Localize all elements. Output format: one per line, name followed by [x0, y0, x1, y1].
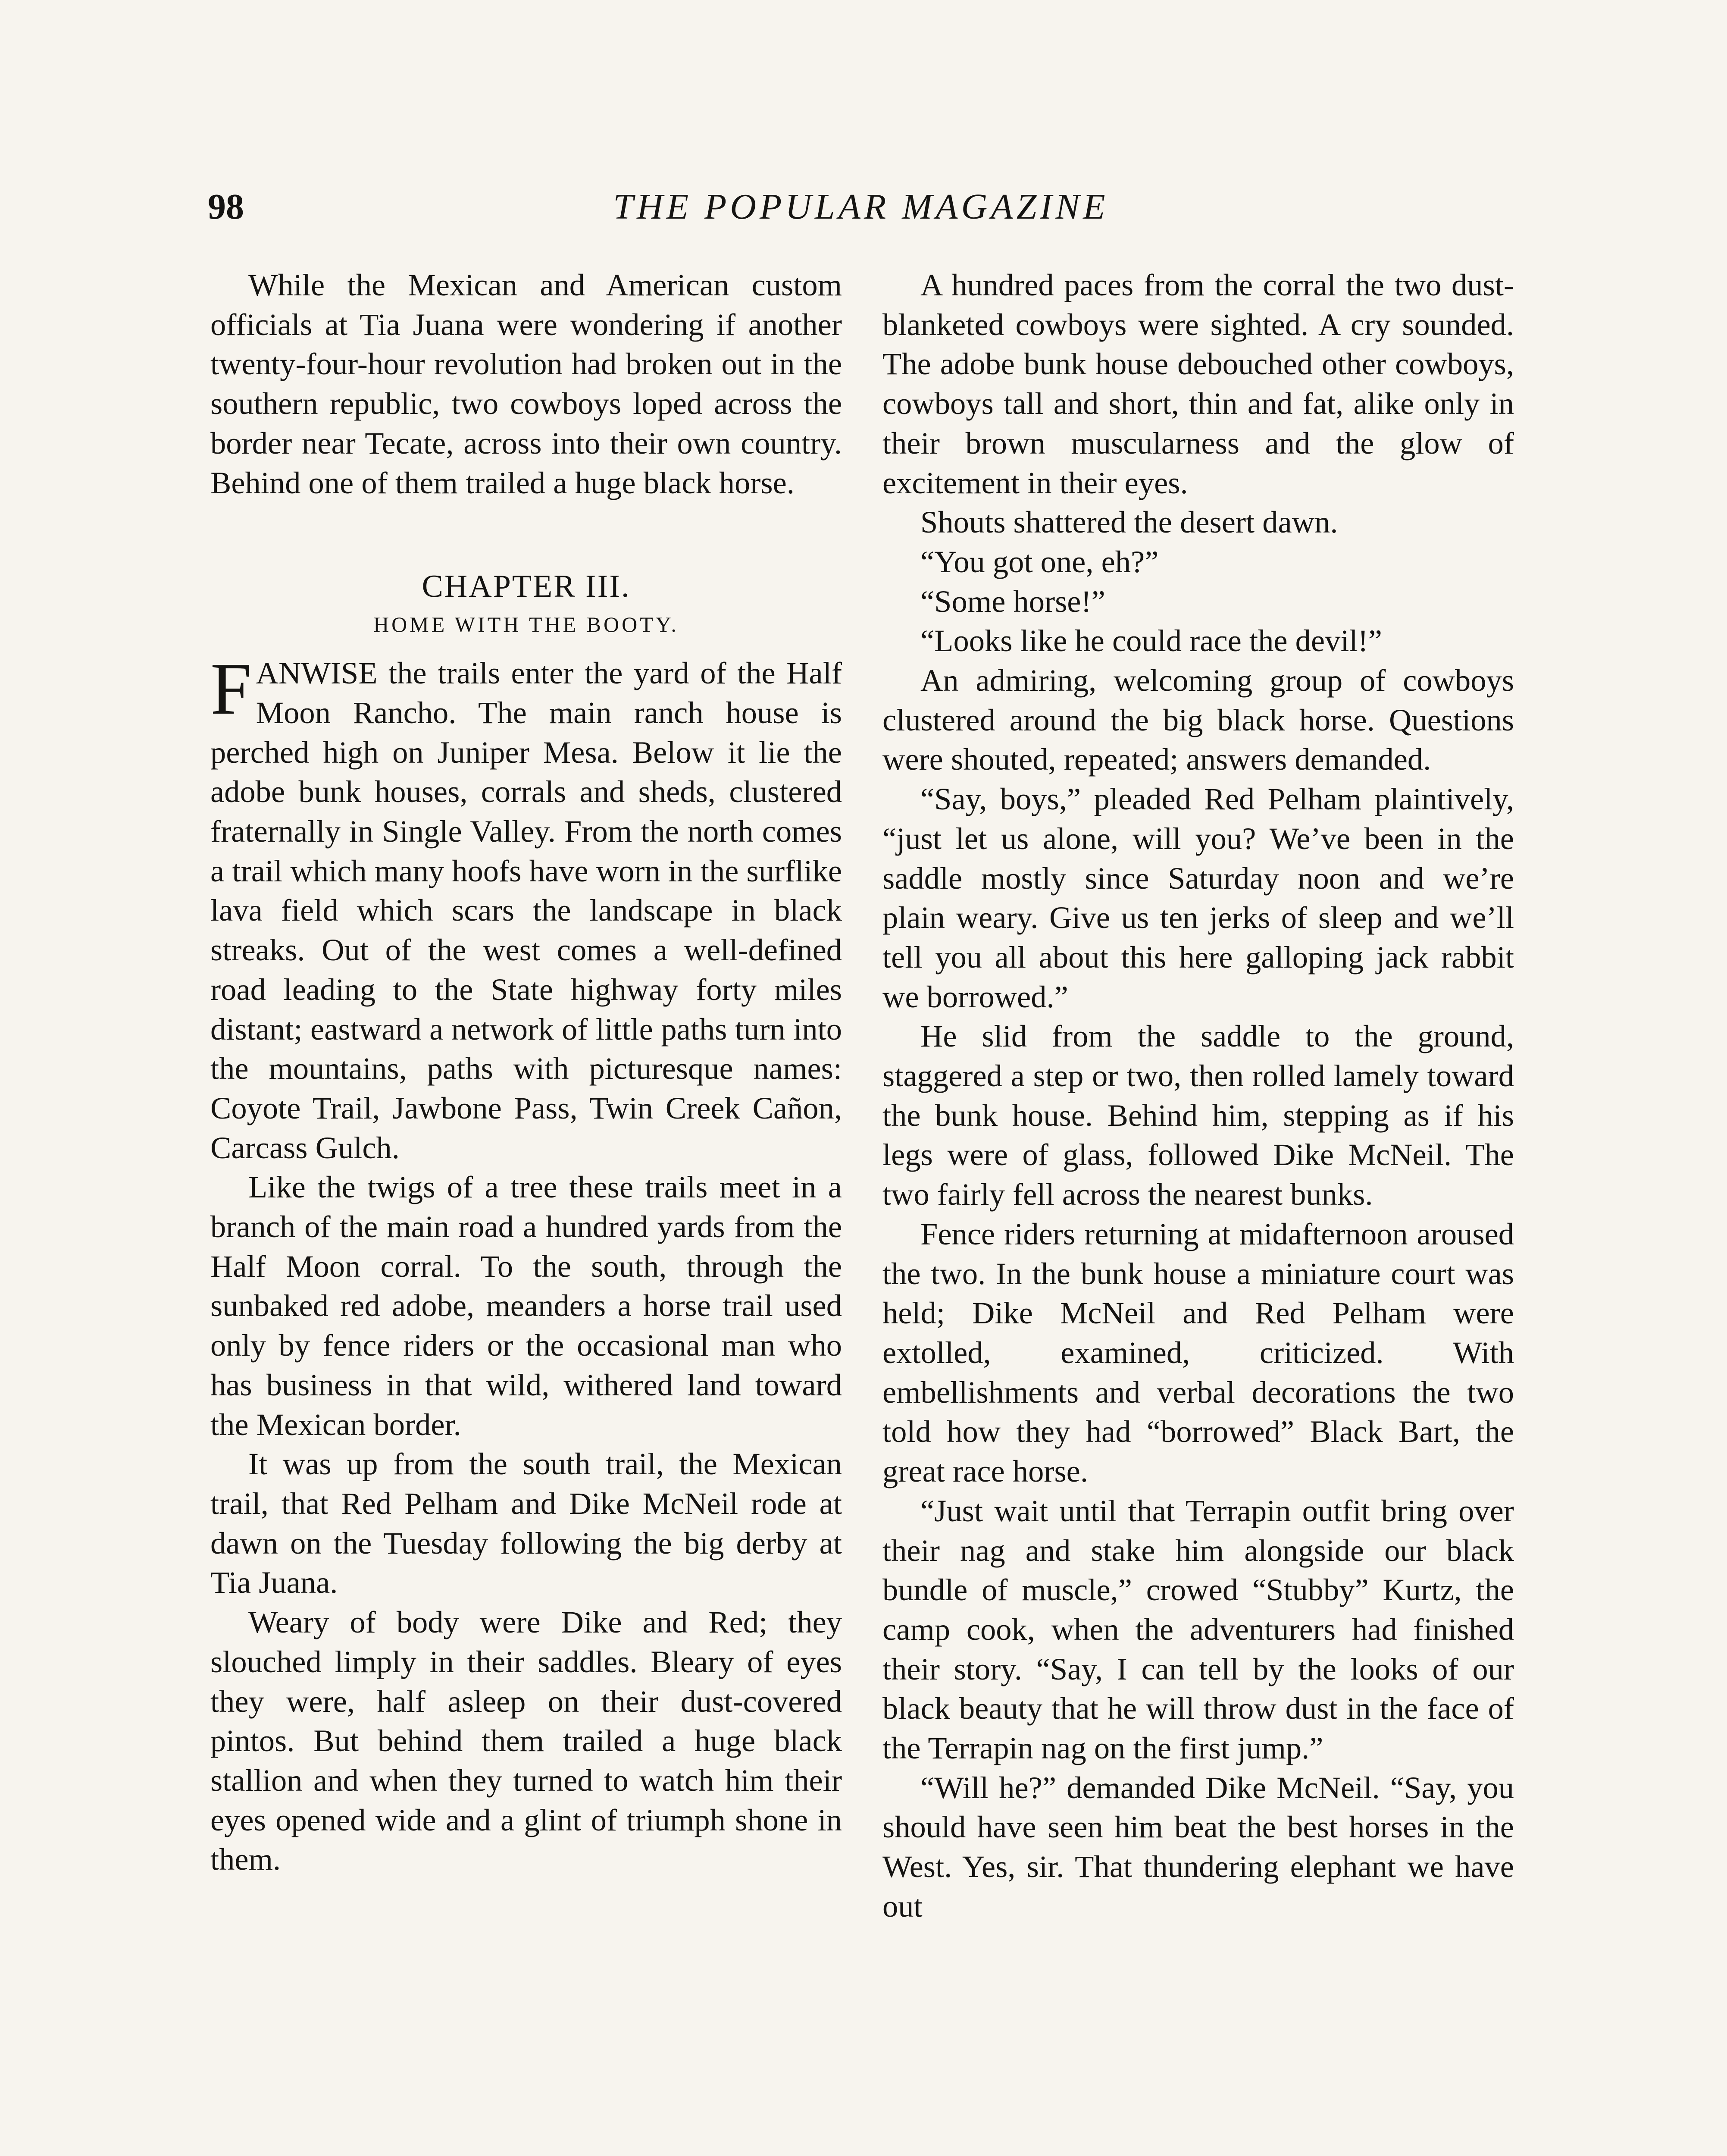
page-number: 98: [208, 187, 244, 227]
chapter-title: CHAPTER III.: [422, 569, 631, 605]
paragraph: It was up from the south trail, the Mexican trail, that Red Pelham and Dike McNeil rode at dawn on the Tuesday following the big derby at Tia Juana.: [210, 1446, 842, 1600]
left-column: [210, 265, 842, 1879]
paragraph: Like the twigs of a tree these trails meet in a branch of the main road a hundred yards from the Half Moon corral. To the south, through the sunbaked red adobe, meanders a horse trail used only by fence riders or the occasional man who has business in that wild, withered land toward the Mexican border.: [210, 1169, 842, 1442]
paragraph: Shouts shattered the desert dawn.: [920, 505, 1338, 540]
chapter-subtitle: HOME WITH THE BOOTY.: [373, 612, 679, 637]
running-title: THE POPULAR MAGAZINE: [613, 187, 1109, 227]
paragraph: A hundred paces from the corral the two dust-blanketed cowboys were sighted. A cry sounded. The adobe bunk house debouched other cowboys, cowboys tall and short, thin and fat, alike only in their brown muscularness and the glow of excitement in their eyes.: [882, 267, 1514, 500]
drop-cap-letter: F: [210, 648, 252, 730]
paragraph: He slid from the saddle to the ground, staggered a step or two, then rolled lamely toward the bunk house. Behind him, stepping as if his legs were of glass, followed Dike McNeil. The two fairly fell across the nearest bunks.: [882, 1018, 1514, 1212]
paragraph: “Will he?” demanded Dike McNeil. “Say, you should have seen him beat the best horses in the West. Yes, sir. That thundering elephant we have out: [882, 1770, 1514, 1924]
paragraph: While the Mexican and American custom officials at Tia Juana were wondering if another twenty-four-hour revolution had broken out in the southern republic, two cowboys loped across the border near Tecate, across into their own country. Behind one of them trailed a huge black horse.: [210, 267, 842, 500]
paragraph-text: ANWISE the trails enter the yard of the Half Moon Rancho. The main ranch house is perched high on Juniper Mesa. Below it lie the adobe bunk houses, corrals and sheds, clustered fraternally in Single Valley. From the north comes a trail which many hoofs have worn in the surflike lava field which scars the landscape in black streaks. Out of the west comes a well-defined road leading to the State highway forty miles distant; eastward a network of little paths turn into the mountains, paths with picturesque names: Coyote Trail, Jawbone Pass, Twin Creek Cañon, Carcass Gulch.: [210, 655, 842, 1165]
paragraph: Weary of body were Dike and Red; they slouched limply in their saddles. Bleary of eyes they were, half asleep on their dust-covered pintos. But behind them trailed a huge black stallion and when they turned to watch him their eyes opened wide and a glint of triumph shone in them.: [210, 1604, 842, 1877]
paragraph: “Just wait until that Terrapin outfit bring over their nag and stake him alongside our black bundle of muscle,” crowed “Stubby” Kurtz, the camp cook, when the adventurers had finished their story. “Say, I can tell by the looks of our black beauty that he will throw dust in the face of the Terrapin nag on the first jump.”: [882, 1493, 1514, 1766]
paragraph: Fence riders returning at midafternoon aroused the two. In the bunk house a miniature court was held; Dike McNeil and Red Pelham were extolled, examined, criticized. With embellishments and verbal decorations the two told how they had “borrowed” Black Bart, the great race horse.: [882, 1216, 1514, 1489]
paragraph: An admiring, welcoming group of cowboys clustered around the big black horse. Questions were shouted, repeated; answers demanded.: [882, 663, 1514, 777]
right-column: [882, 265, 1514, 1926]
dropcap-paragraph: [210, 648, 842, 1167]
dialogue-line: “Looks like he could race the devil!”: [920, 623, 1382, 658]
paragraph: “Say, boys,” pleaded Red Pelham plaintively, “just let us alone, will you? We’ve been in the saddle mostly since Saturday noon and we’re plain weary. Give us ten jerks of sleep and we’ll tell you all about this here galloping jack rabbit we borrowed.”: [882, 781, 1514, 1014]
dialogue-line: “Some horse!”: [920, 583, 1105, 619]
dialogue-line: “You got one, eh?”: [920, 544, 1159, 579]
page-header: [208, 185, 1514, 229]
